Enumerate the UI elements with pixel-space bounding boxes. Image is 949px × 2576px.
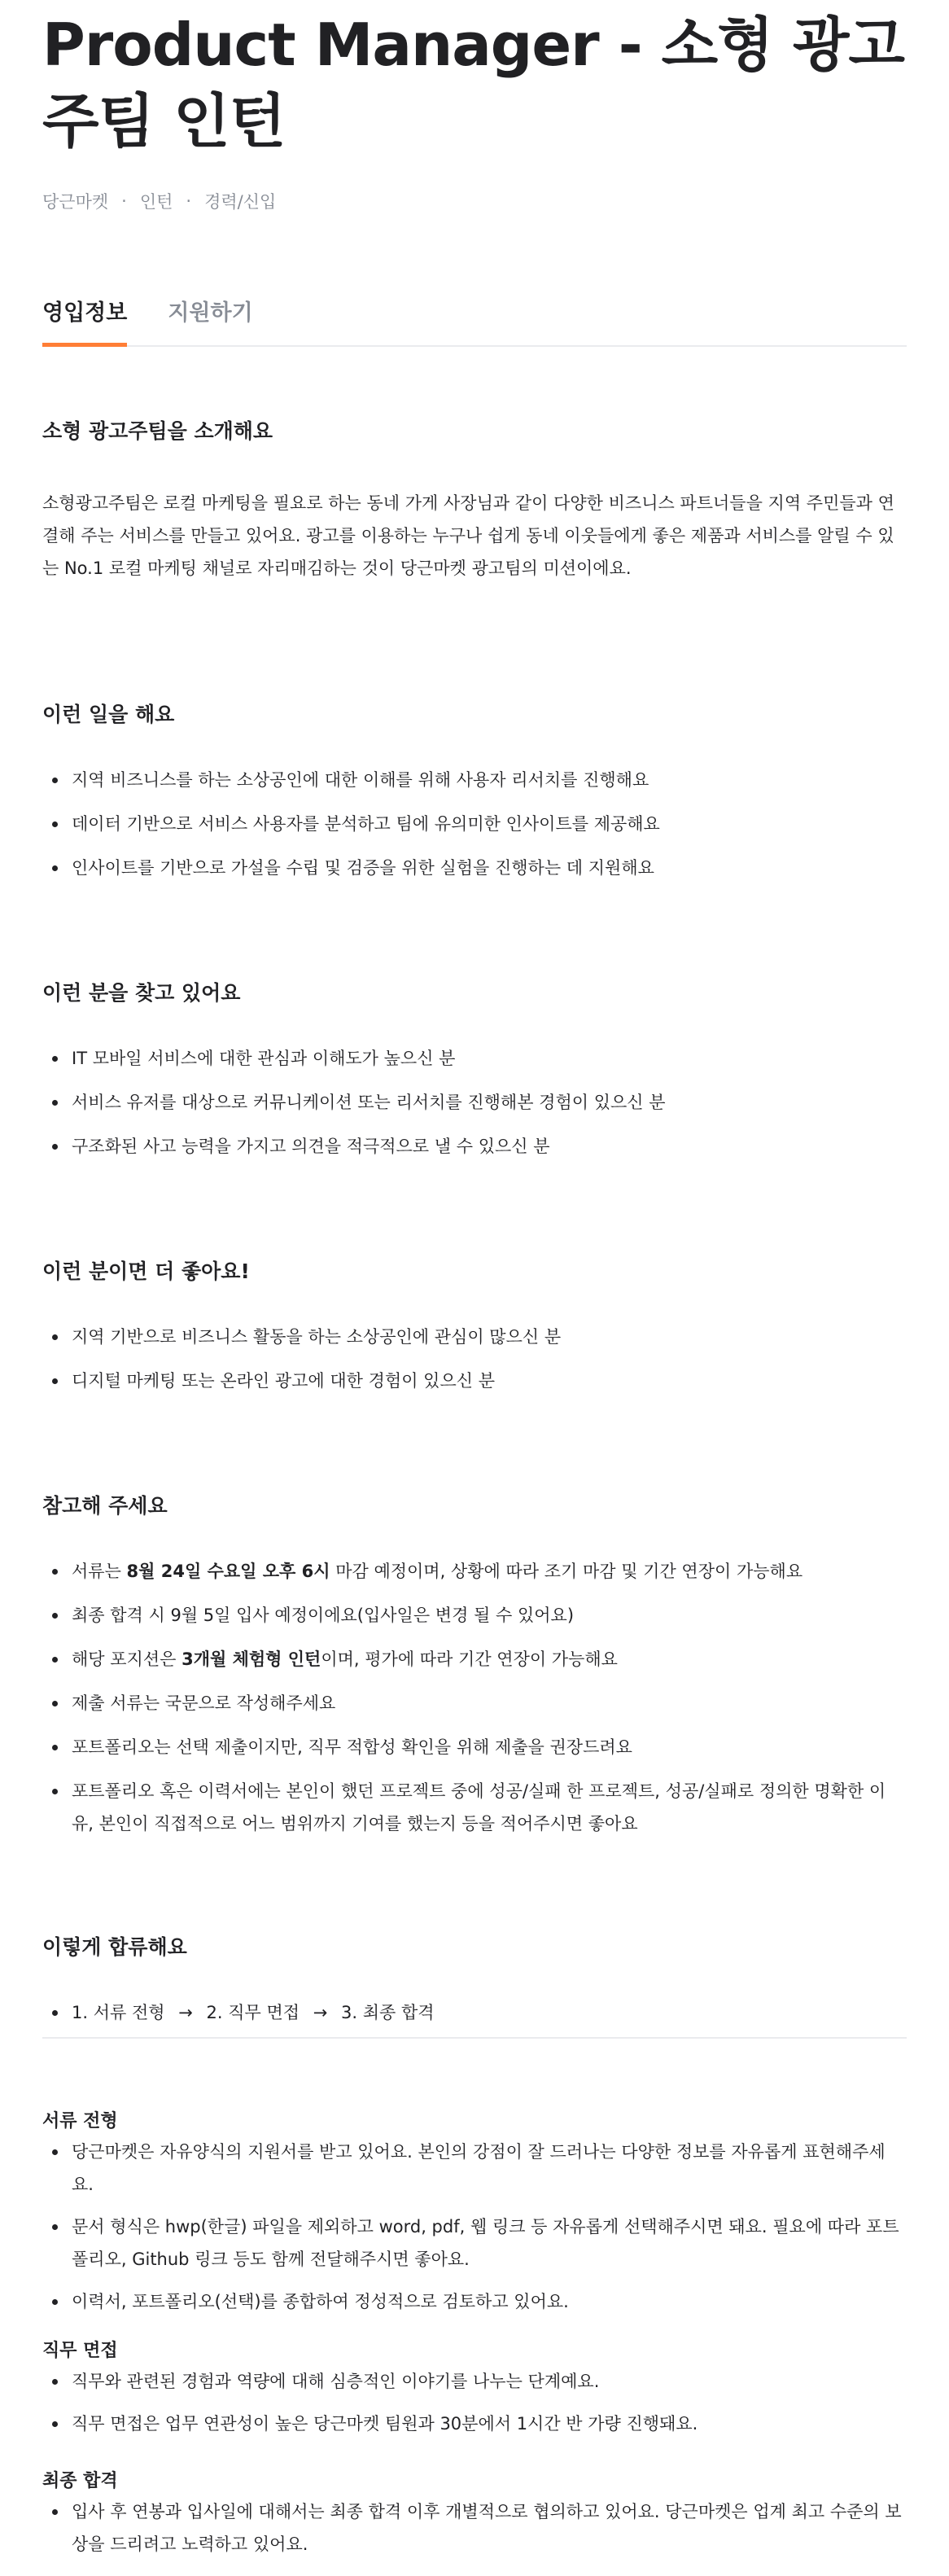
career-level: 경력/신입	[204, 192, 277, 212]
process-section	[42, 1931, 907, 2039]
list-item: 직무 면접은 업무 연관성이 높은 당근마켓 팀원과 30분에서 1시간 반 가량 진행돼요.	[42, 2407, 907, 2440]
duties-section	[42, 699, 907, 896]
list-item: 최종 합격 시 9월 5일 입사 예정이에요(입사일은 변경 될 수 있어요)	[42, 1599, 907, 1632]
section-heading: 이런 일을 해요	[42, 703, 175, 726]
tab-job-info[interactable]: 영입정보	[42, 295, 127, 345]
preferred-list	[42, 1321, 907, 1397]
job-posting-page	[0, 0, 949, 347]
interview-stage-list	[42, 2365, 907, 2440]
tab-bar	[42, 295, 907, 347]
requirements-section	[42, 977, 907, 1174]
section-heading: 이런 분이면 더 좋아요!	[42, 1260, 250, 1283]
section-heading: 소형 광고주팀을 소개해요	[42, 419, 273, 443]
deadline-highlight: 8월 24일 수요일 오후 6시	[126, 1562, 330, 1581]
meta-separator: ·	[186, 191, 192, 211]
list-item: 문서 형식은 hwp(한글) 파일을 제외하고 word, pdf, 웹 링크 등 자유롭게 선택해주시면 돼요. 필요에 따라 포트폴리오, Github 링크 등도 함께 전달해주시면 좋아요.	[42, 2210, 907, 2276]
list-item: 데이터 기반으로 서비스 사용자를 분석하고 팀에 유의미한 인사이트를 제공해요	[42, 808, 907, 840]
list-item: 당근마켓은 자유양식의 지원서를 받고 있어요. 본인의 강점이 잘 드러나는 다양한 정보를 자유롭게 표현해주세요.	[42, 2136, 907, 2201]
list-item: 입사 후 연봉과 입사일에 대해서는 최종 합격 이후 개별적으로 협의하고 있어요. 당근마켓은 업계 최고 수준의 보상을 드리려고 노력하고 있어요.	[42, 2495, 907, 2561]
employment-type: 인턴	[139, 192, 173, 212]
list-item: IT 모바일 서비스에 대한 관심과 이해도가 높으신 분	[42, 1042, 907, 1075]
final-stage-list	[42, 2495, 907, 2561]
page-title: Product Manager - 소형 광고주팀 인턴	[42, 11, 904, 156]
intro-section	[42, 415, 907, 585]
list-item: 서류는 8월 24일 수요일 오후 6시 마감 예정이며, 상황에 따라 조기 마감 및 기간 연장이 가능해요	[42, 1555, 907, 1588]
list-item: 지역 기반으로 비즈니스 활동을 하는 소상공인에 관심이 많으신 분	[42, 1321, 907, 1353]
step-interview: 2. 직무 면접	[206, 2003, 300, 2022]
list-item: 포트폴리오 혹은 이력서에는 본인이 했던 프로젝트 중에 성공/실패 한 프로젝트, 성공/실패로 정의한 명확한 이유, 본인이 직접적으로 어느 범위까지 기여를 했는지 등을 적어주시면 좋아요	[42, 1775, 907, 1840]
list-item: 인사이트를 기반으로 가설을 수립 및 검증을 위한 실험을 진행하는 데 지원해요	[42, 852, 907, 884]
list-item: 제출 서류는 국문으로 작성해주세요	[42, 1687, 907, 1720]
preferred-section	[42, 1255, 907, 1408]
stage-heading: 직무 면접	[42, 2341, 118, 2361]
step-document: 1. 서류 전형	[72, 2003, 165, 2022]
tab-apply[interactable]: 지원하기	[168, 300, 253, 326]
stage-heading: 최종 합격	[42, 2471, 118, 2491]
process-steps	[42, 1996, 907, 2029]
process-flow	[42, 1996, 907, 2029]
arrow-icon: →	[178, 2003, 193, 2022]
list-item: 해당 포지션은 3개월 체험형 인턴이며, 평가에 따라 기간 연장이 가능해요	[42, 1643, 907, 1676]
company-name[interactable]: 당근마켓	[42, 192, 109, 212]
step-final: 3. 최종 합격	[341, 2003, 435, 2022]
job-meta	[42, 189, 907, 213]
section-heading: 이런 분을 찾고 있어요	[42, 981, 241, 1005]
section-heading: 이렇게 합류해요	[42, 1935, 187, 1959]
list-item: 서비스 유저를 대상으로 커뮤니케이션 또는 리서치를 진행해본 경험이 있으신 분	[42, 1086, 907, 1119]
arrow-icon: →	[313, 2003, 328, 2022]
intro-text: 소형광고주팀은 로컬 마케팅을 필요로 하는 동네 가게 사장님과 같이 다양한 비즈니스 파트너들을 지역 주민들과 연결해 주는 서비스를 만들고 있어요. 광고를 이용하는 누구나 쉽게 동네 이웃들에게 좋은 제품과 서비스를 알릴 수 있는 No.1 로컬 마케팅 채널로 자리매김하는 것이 당근마켓 광고팀의 미션이에요.	[42, 493, 894, 578]
intern-type-highlight: 3개월 체험형 인턴	[181, 1649, 321, 1669]
document-stage	[42, 2107, 907, 2328]
list-item: 지역 비즈니스를 하는 소상공인에 대한 이해를 위해 사용자 리서치를 진행해요	[42, 764, 907, 796]
stage-heading: 서류 전형	[42, 2111, 118, 2131]
list-item: 직무와 관련된 경험과 역량에 대해 심층적인 이야기를 나누는 단계예요.	[42, 2365, 907, 2398]
list-item: 디지털 마케팅 또는 온라인 광고에 대한 경험이 있으신 분	[42, 1365, 907, 1397]
duties-list	[42, 764, 907, 884]
section-heading: 참고해 주세요	[42, 1494, 168, 1518]
list-item: 이력서, 포트폴리오(선택)를 종합하여 정성적으로 검토하고 있어요.	[42, 2285, 907, 2318]
list-item: 포트폴리오는 선택 제출이지만, 직무 적합성 확인을 위해 제출을 권장드려요	[42, 1731, 907, 1763]
interview-stage	[42, 2337, 907, 2450]
notes-list	[42, 1555, 907, 1840]
final-stage	[42, 2467, 907, 2570]
divider	[42, 2037, 907, 2039]
notes-section	[42, 1490, 907, 1851]
meta-separator: ·	[121, 191, 127, 211]
list-item: 구조화된 사고 능력을 가지고 의견을 적극적으로 낼 수 있으신 분	[42, 1130, 907, 1163]
requirements-list	[42, 1042, 907, 1163]
document-stage-list	[42, 2136, 907, 2318]
